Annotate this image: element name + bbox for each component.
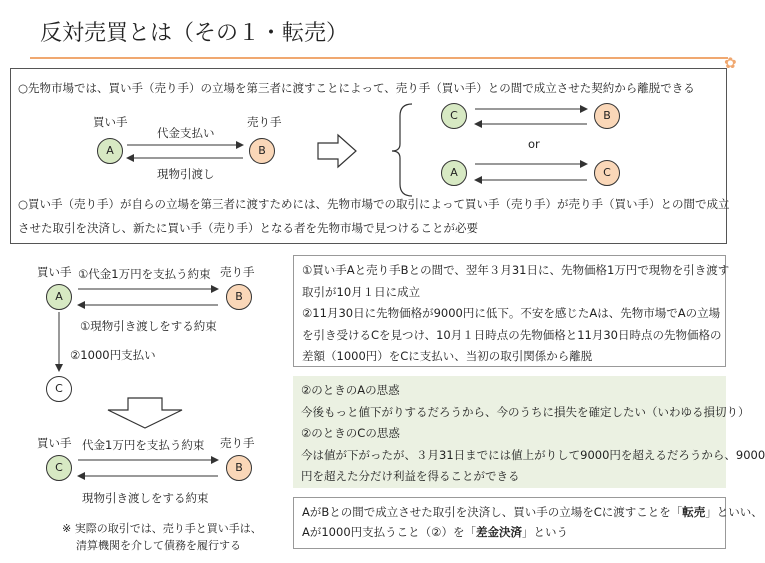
definition-text: AがBとの間で成立させた取引を決済し、買い手の立場をCに渡すことを「 (302, 505, 683, 519)
flow-node-b-bottom: B (226, 455, 252, 481)
explanation-line: 取引が10月１日に成立 (302, 284, 421, 299)
arrow-label-payment: 代金支払い (157, 126, 215, 140)
definition-line-2 (302, 522, 717, 542)
thought-line: 円を超えた分だけ利益を得ることができる (301, 469, 520, 483)
thought-line: 今は値が下がったが、３月31日までには値上がりして9000円を超えるだろうから、9000 (301, 447, 765, 462)
title-underline (30, 57, 728, 59)
flow-seller-label-top: 売り手 (220, 265, 255, 279)
keyword-settlement: 差金決済 (475, 525, 522, 539)
explanation-line: ②11月30日に先物価格が9000円に低下。不安を感じたAは、先物市場でAの立場 (302, 306, 721, 320)
or-label: or (528, 137, 540, 151)
flower-icon: ✿ (724, 54, 737, 72)
definition-text: Aが1000円支払うこと（②）を「 (302, 525, 476, 539)
thought-line: ②のときのCの思惑 (301, 426, 400, 440)
note-line-1: ※ 実際の取引では、売り手と買い手は、 (62, 522, 262, 535)
explanation-line: 差額（1000円）をCに支払い、当初の取引関係から離脱 (302, 349, 593, 363)
flow-buyer-label-top: 買い手 (37, 265, 72, 279)
note-line-2: 清算機関を介して債務を履行する (76, 539, 241, 552)
thought-line: ②のときのAの思惑 (301, 383, 400, 397)
flow-node-c-bottom: C (46, 455, 72, 481)
node-b: B (249, 138, 275, 164)
flow-payment-label: ②1000円支払い (70, 348, 156, 362)
definition-box (293, 497, 763, 549)
flow-node-b-top: B (226, 284, 252, 310)
intro-line-2a: ○買い手（売り手）が自らの立場を第三者に渡すためには、先物市場での取引によって買い手（売り手）が売り手（買い手）との間で成立 (18, 197, 730, 211)
definition-text: 」という (521, 525, 568, 539)
seller-label: 売り手 (247, 115, 282, 129)
node-a-right-bottom: A (441, 160, 467, 186)
node-c-right-top: C (441, 103, 467, 129)
flow-arrow-label-deliver-bottom: 現物引き渡しをする約束 (82, 491, 209, 505)
flow-buyer-label-bottom: 買い手 (37, 436, 72, 450)
buyer-label: 買い手 (93, 115, 128, 129)
arrow-label-delivery: 現物引渡し (157, 167, 215, 181)
flow-arrow-label-pay-bottom: 代金1万円を支払う約束 (82, 438, 205, 452)
keyword-resale: 転売 (682, 505, 706, 519)
flow-node-c: C (46, 376, 72, 402)
page-title: 反対売買とは（その１・転売） (40, 21, 349, 46)
node-b-right-top: B (594, 103, 620, 129)
definition-text: 」といい、 (705, 505, 763, 519)
explanation-line: ①買い手Aと売り手Bとの間で、翌年３月31日に、先物価格1万円で現物を引き渡す (302, 263, 730, 277)
explanation-line: を引き受けるCを見つけ、10月１日時点の先物価格と11月30日時点の先物価格の (302, 327, 722, 342)
node-c-right-bottom: C (594, 160, 620, 186)
thought-line: 今後もっと値下がりするだろうから、今のうちに損失を確定したい（いわゆる損切り） (301, 404, 750, 419)
explanation-box (293, 255, 730, 367)
definition-line-1 (302, 502, 763, 522)
node-a: A (97, 138, 123, 164)
intro-line-1: ○先物市場では、買い手（売り手）の立場を第三者に渡すことによって、売り手（買い手）との間で成立させた契約から離脱できる (18, 81, 695, 95)
block-arrow-down (108, 398, 182, 428)
flow-node-a: A (46, 284, 72, 310)
flow-arrow-label-pay-top: ①代金1万円を支払う約束 (78, 267, 211, 281)
flow-arrow-label-deliver-top: ①現物引き渡しをする約束 (80, 319, 217, 333)
flow-seller-label-bottom: 売り手 (220, 436, 255, 450)
thoughts-box (293, 376, 765, 488)
intro-line-2b: させた取引を決済し、新たに買い手（売り手）となる者を先物市場で見つけることが必要 (18, 221, 478, 235)
